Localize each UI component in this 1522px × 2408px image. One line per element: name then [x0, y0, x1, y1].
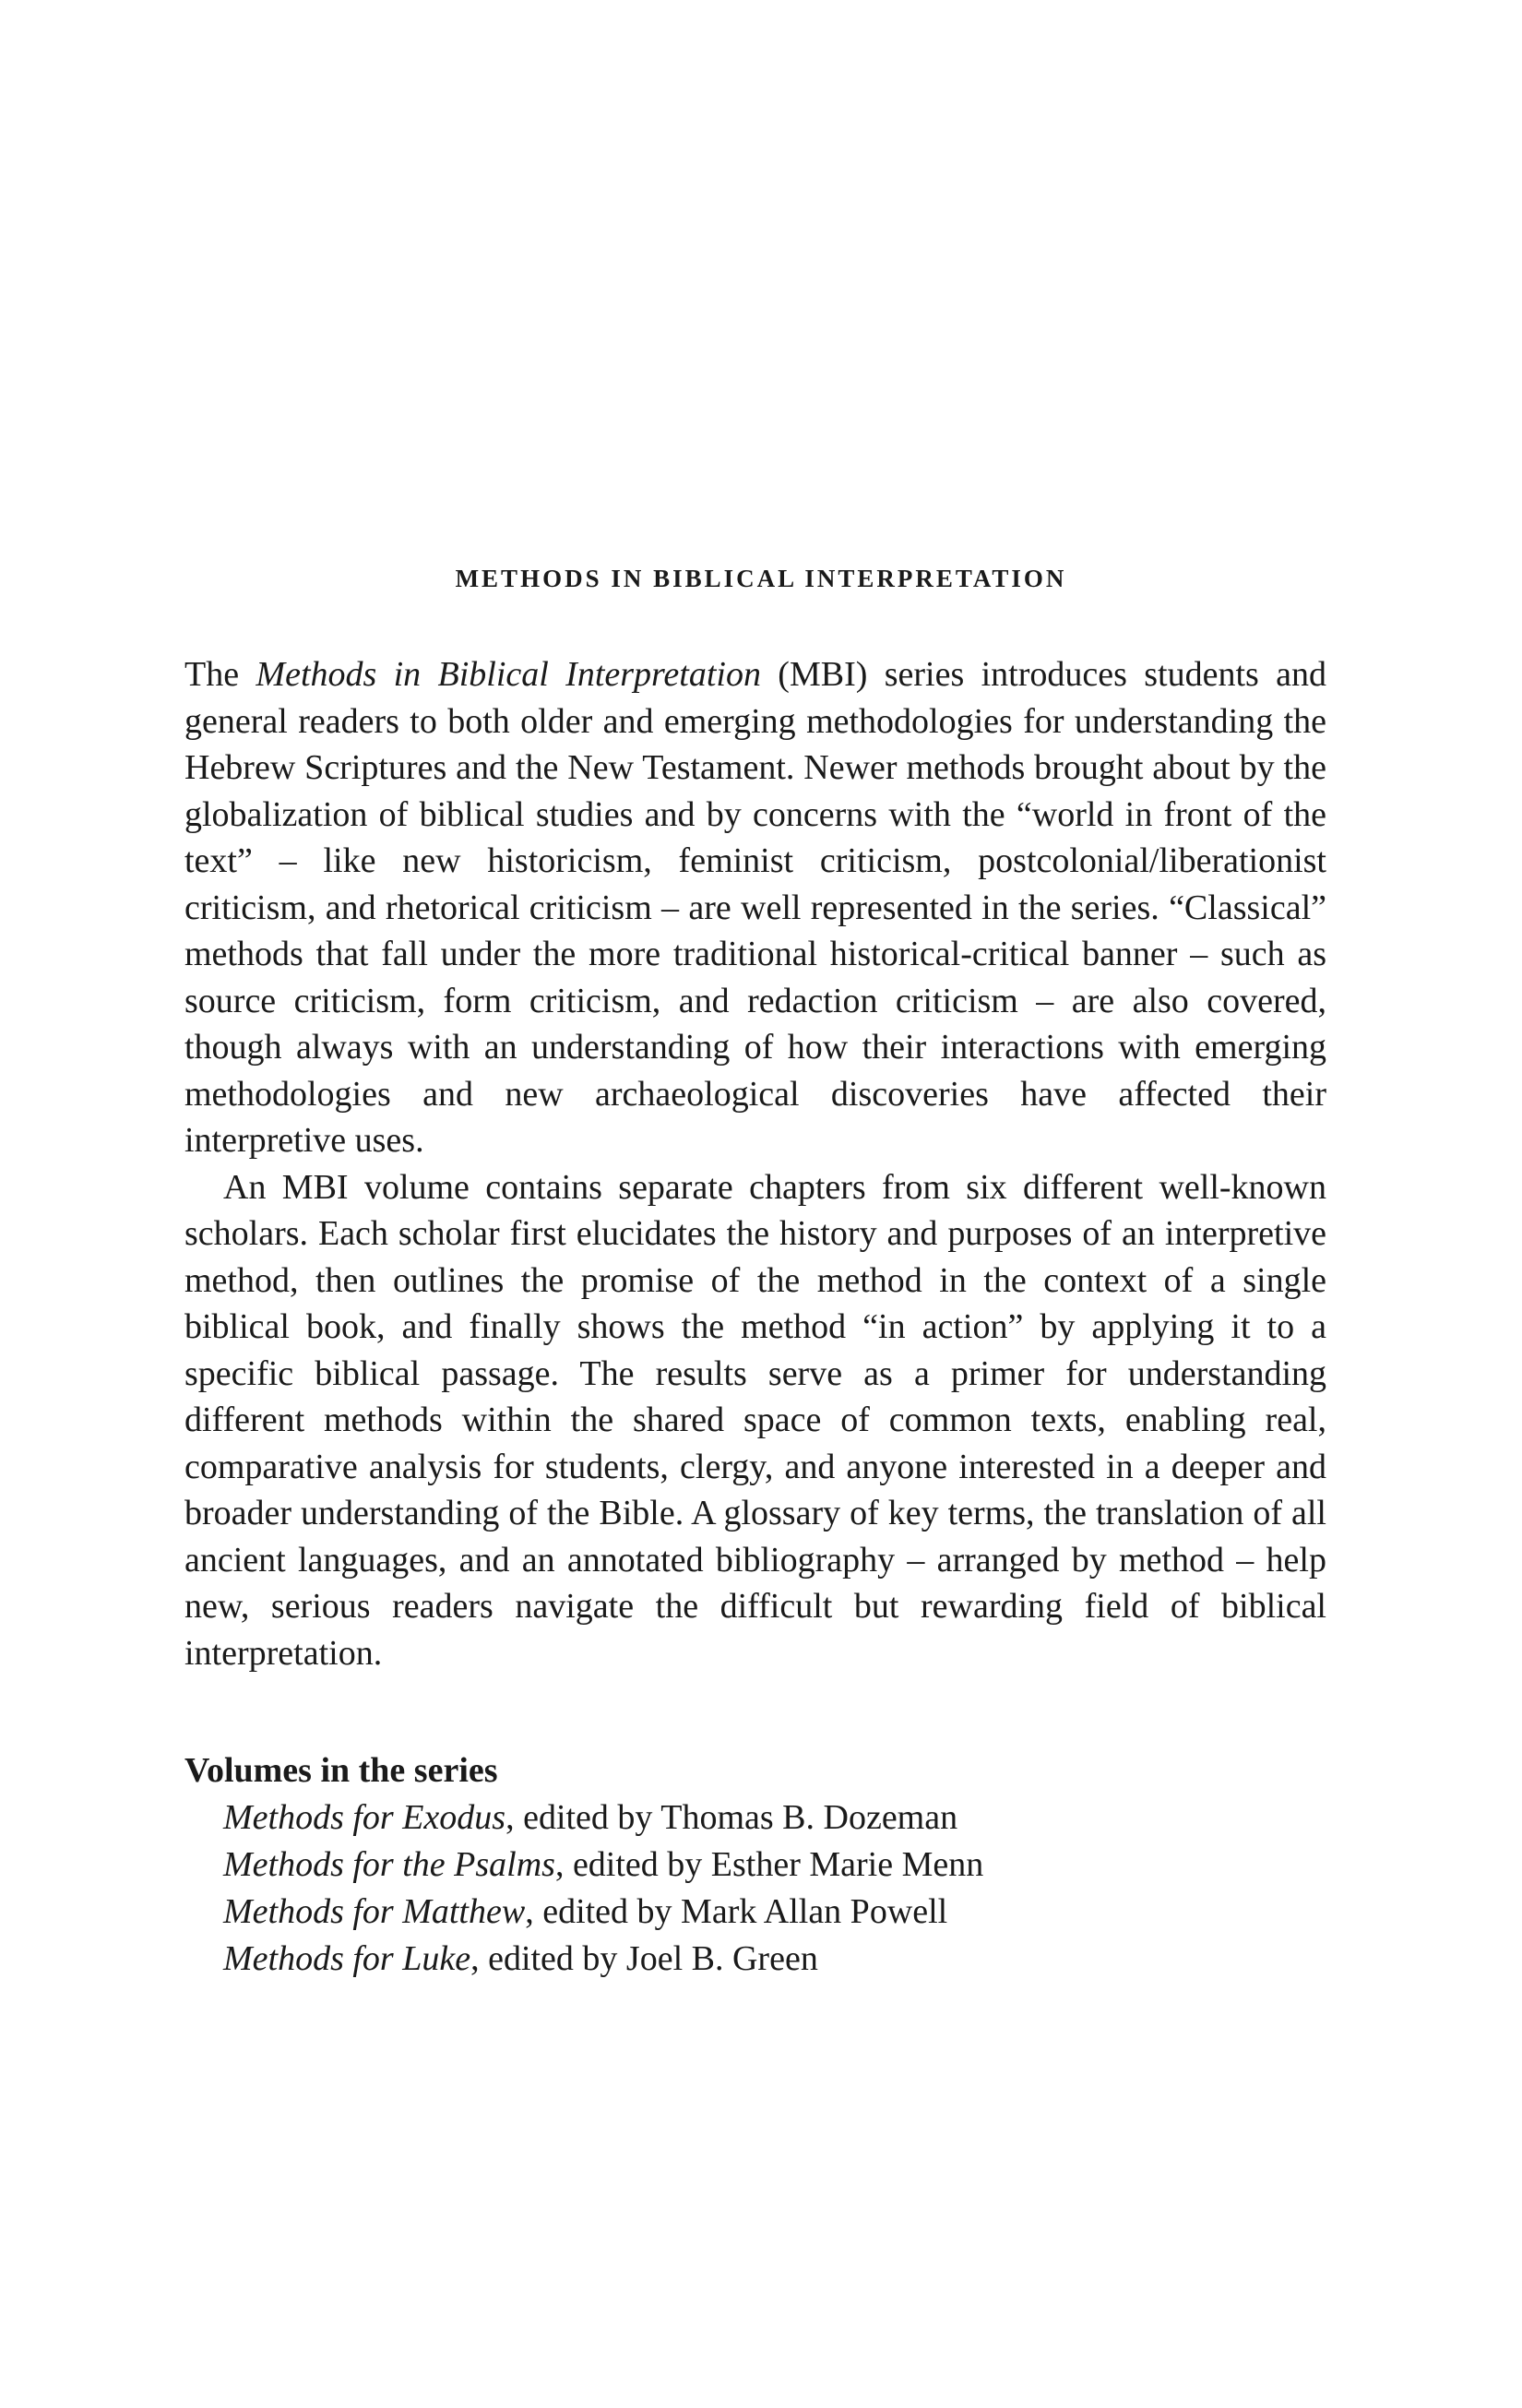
series-heading: METHODS IN BIBLICAL INTERPRETATION [455, 565, 1067, 592]
volume-item [223, 1842, 1326, 1889]
volume-list [184, 1794, 1326, 1983]
series-description [184, 651, 1326, 1676]
volume-title: Methods for the Psalms [223, 1845, 555, 1884]
volume-title: Methods for Exodus [223, 1798, 506, 1837]
volume-item [223, 1889, 1326, 1936]
volumes-heading: Volumes in the series [184, 1751, 498, 1790]
volume-item [223, 1794, 1326, 1842]
intro-series-title: Methods in Biblical Interpretation [256, 655, 761, 694]
intro-the: The [184, 655, 240, 694]
volume-title: Methods for Matthew [223, 1892, 526, 1931]
volume-credit: , edited by Mark Allan Powell [525, 1892, 948, 1931]
second-paragraph: An MBI volume contains separate chapters from six different well-known scholars. Each scholar first elucidates the history and purposes of an interpretive method, then outlines the promise of the method in the context of a single biblical book, and finally shows the method “in action” by applying it to a specific biblical passage. The results serve as a primer for understanding different methods within the shared space of common texts, enabling real, comparative analysis for students, clergy, and anyone interested in a deeper and broader understanding of the Bible. A glossary of key terms, the translation of all ancient languages, and an annotated bibliography – arranged by method – help new, serious readers navigate the difficult but rewarding field of biblical interpretation. [184, 1167, 1326, 1673]
intro-rest: (MBI) series introduces students and general readers to both older and emerging methodologies for understanding the Hebrew Scriptures and the New Testament. Newer methods brought about by the globalization of biblical studies and by concerns with the “world in front of the text” – like new historicism, feminist criticism, postcolonial/liberationist criticism, and rhetorical criticism – are well represented in the series. “Classical” methods that fall under the more traditional historical-critical banner – such as source criticism, form criticism, and redaction criticism – are also covered, though always with an understanding of how their interactions with emerging methodologies and new archaeological discoveries have affected their interpretive uses. [184, 655, 1327, 1160]
intro-paragraph [184, 651, 1326, 1164]
volume-title: Methods for Luke [223, 1939, 471, 1978]
volumes-section [184, 1747, 1326, 1983]
volume-item [223, 1936, 1326, 1983]
volume-credit: , edited by Esther Marie Menn [554, 1845, 984, 1884]
volume-credit: , edited by Thomas B. Dozeman [505, 1798, 958, 1837]
volume-credit: , edited by Joel B. Green [470, 1939, 818, 1978]
